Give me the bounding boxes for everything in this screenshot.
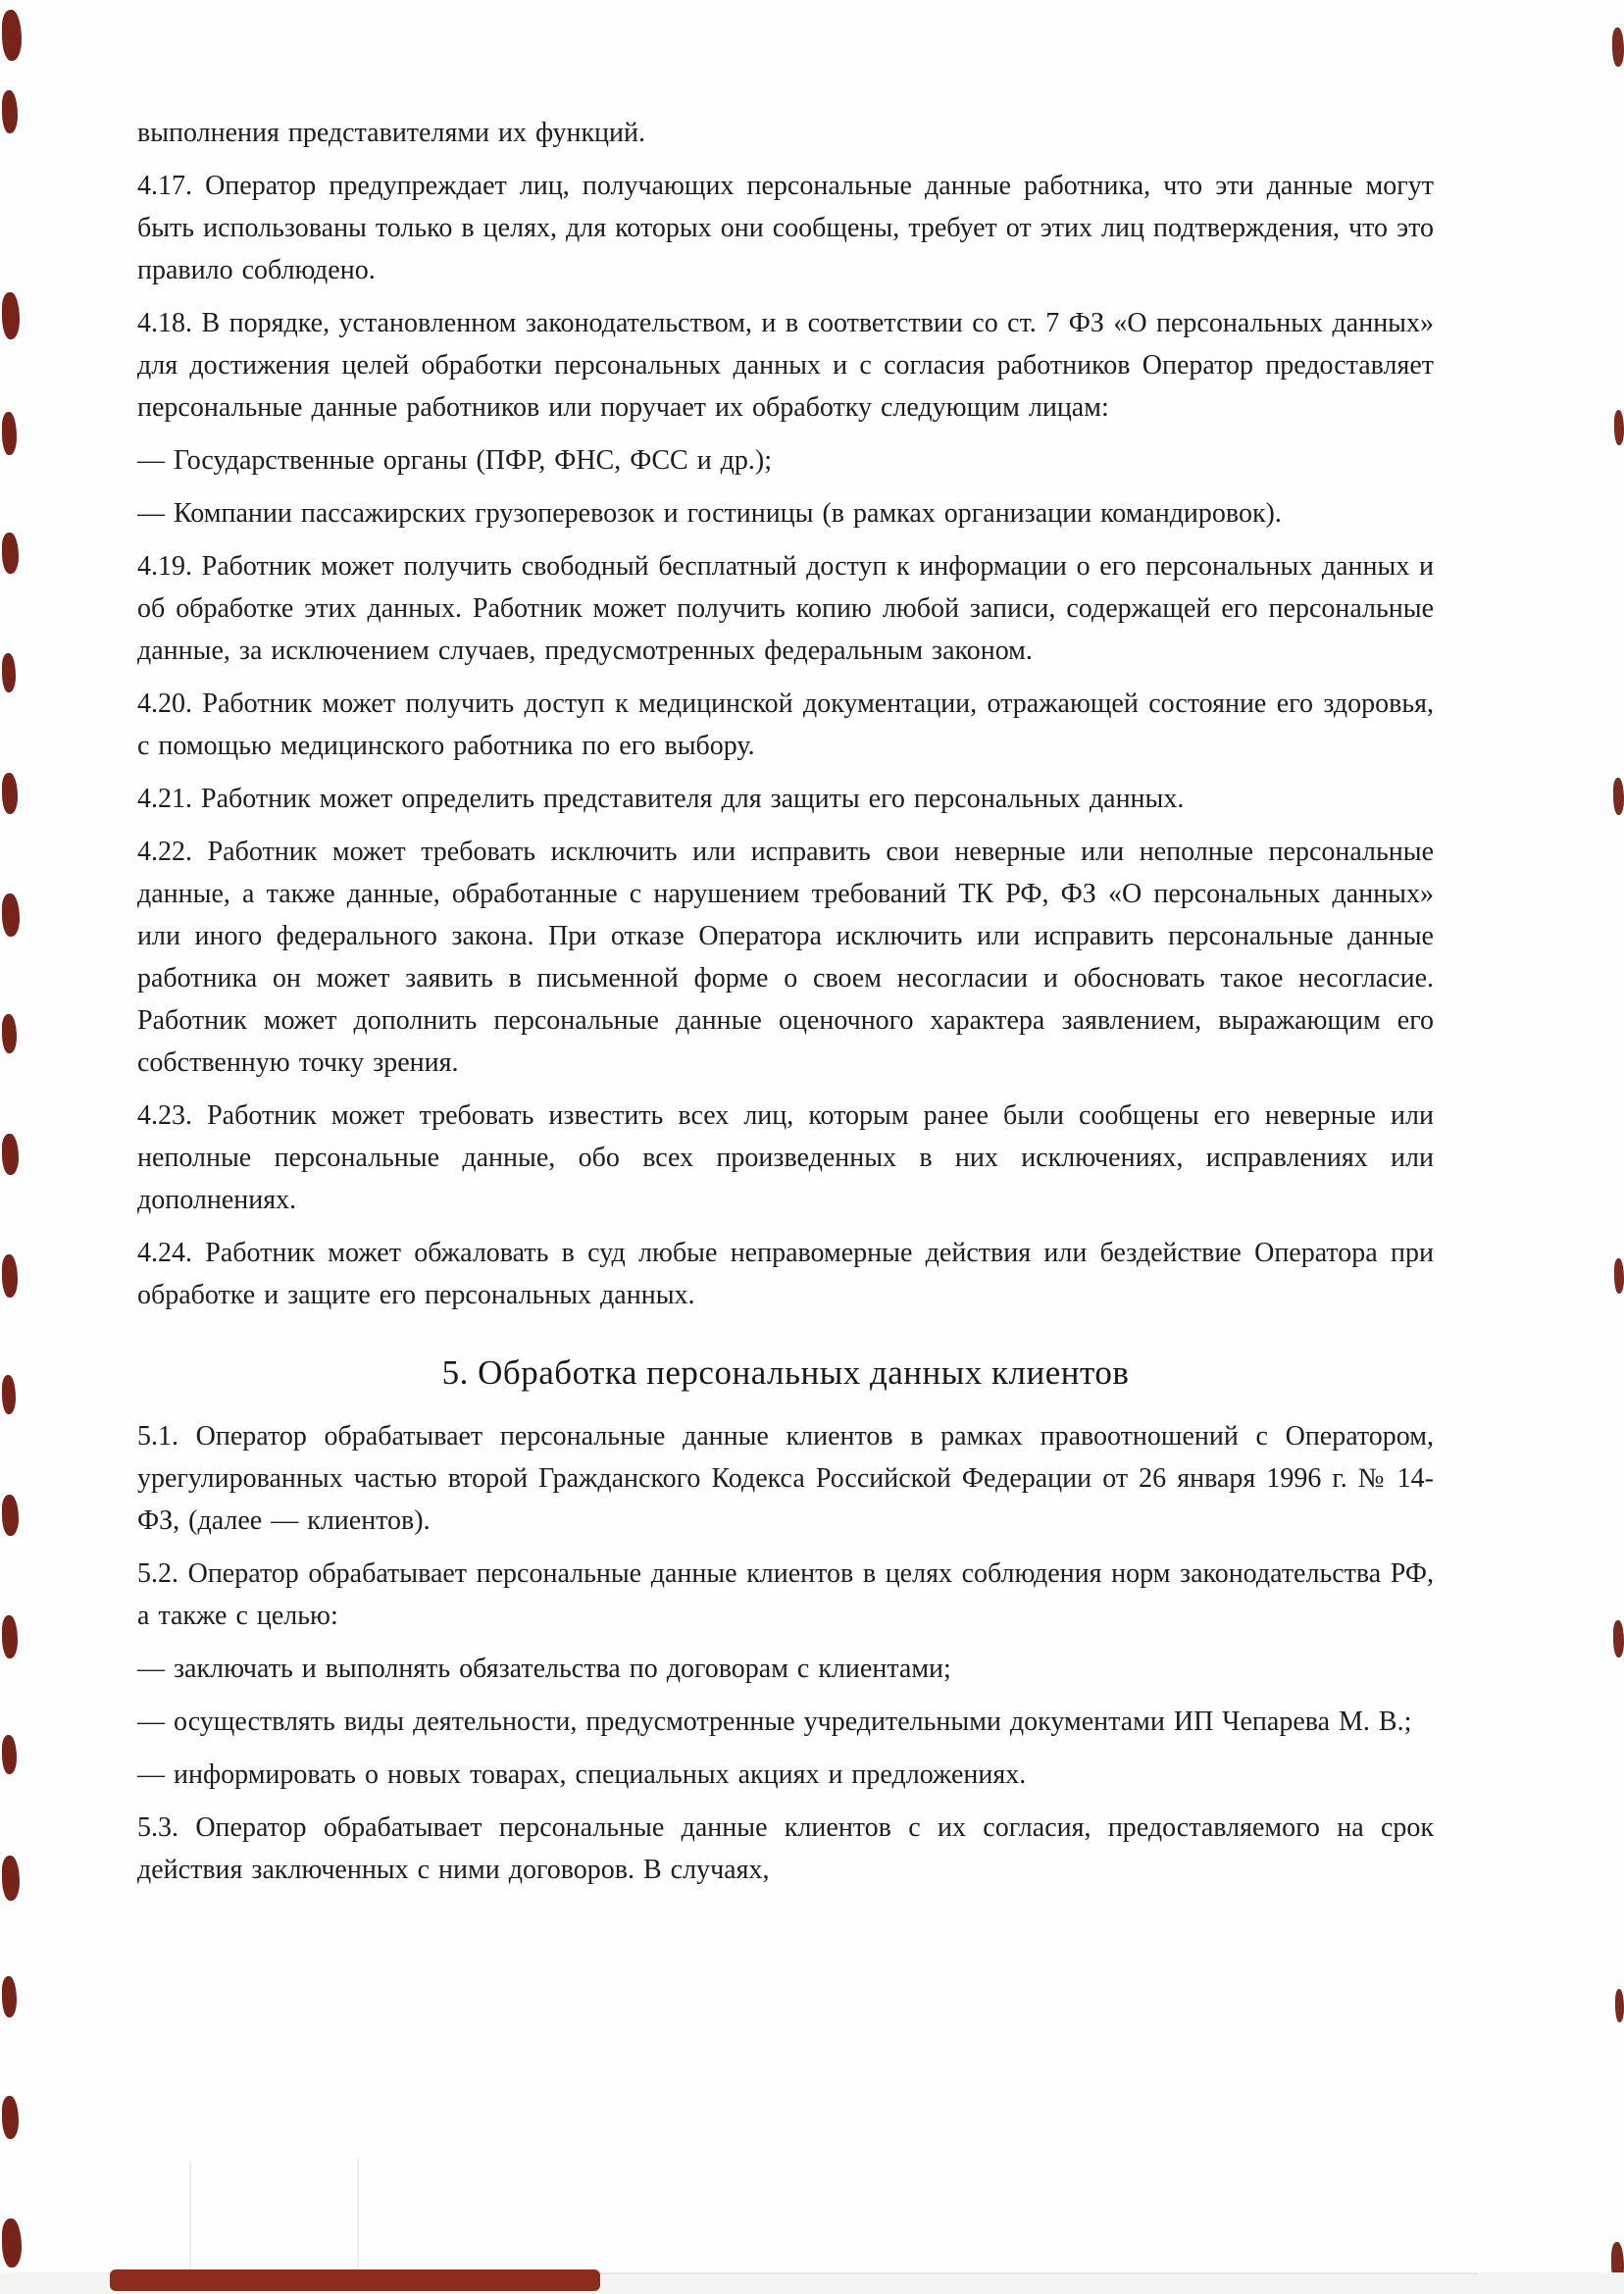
document-content xyxy=(137,0,1434,1902)
paragraph-4-20: 4.20. Работник может получить доступ к медицинской документации, отражающей состояние его здоровья, с помощью медицинского работника по его выбору. xyxy=(137,688,1434,761)
scan-crease xyxy=(189,2163,191,2272)
section-5-heading: 5. Обработка персональных данных клиентов xyxy=(441,1353,1130,1392)
scan-bottom-red-bar xyxy=(110,2269,600,2291)
paragraph-continuation: выполнения представителями их функций. xyxy=(137,118,645,148)
paragraph-4-22: 4.22. Работник может требовать исключить или исправить свои неверные или неполные персональные данные, а также данные, обработанные с нарушением требований ТК РФ, ФЗ «О персональных данных» или иного федерального закона. При отказе Оператора исключить или исправить персональные данные работника он может заявить в письменной форме о своем несогласии и обосновать такое несогласие. Работник может дополнить персональные данные оценочного характера заявлением, выражающим его собственную точку зрения. xyxy=(137,837,1434,1078)
scan-edge-mark xyxy=(2,2218,22,2268)
scan-edge-mark xyxy=(2,90,18,133)
scan-edge-mark xyxy=(1614,1258,1624,1294)
paragraph-4-21: 4.21. Работник может определить представителя для защиты его персональных данных. xyxy=(137,784,1185,814)
scan-edge-mark xyxy=(2,1735,17,1774)
paragraph-4-23: 4.23. Работник может требовать известить всех лиц, которым ранее были сообщены его неверные или неполные персональные данные, обо всех произведенных в них исключениях, исправлениях или дополнениях. xyxy=(137,1100,1434,1215)
paragraph-4-17: 4.17. Оператор предупреждает лиц, получающих персональные данные работника, что эти данные могут быть использованы только в целях, для которых они сообщены, требует от этих лиц подтверждения, что это правило соблюдено. xyxy=(137,171,1434,285)
scan-edge-mark xyxy=(2,1976,17,2017)
paragraph-5-1: 5.1. Оператор обрабатывает персональные данные клиентов в рамках правоотношений с Оператором, урегулированных частью второй Гражданского Кодекса Российской Федерации от 26 января 1996 г. № 14-ФЗ, (далее — клиентов). xyxy=(137,1421,1434,1536)
scan-edge-mark xyxy=(2,653,16,692)
scan-edge-mark xyxy=(2,10,22,61)
scan-edge-mark xyxy=(2,533,19,574)
scan-edge-mark xyxy=(2,1615,18,1658)
scan-edge-mark xyxy=(1613,778,1624,815)
scan-edge-mark xyxy=(2,1495,19,1536)
list-item-state-bodies: — Государственные органы (ПФР, ФНС, ФСС и др.); xyxy=(137,445,773,476)
scan-crease xyxy=(357,2158,359,2272)
scan-edge-mark xyxy=(1613,1620,1624,1657)
scan-edge-mark xyxy=(2,773,18,814)
scan-edge-mark xyxy=(2,1856,20,1901)
scan-edge-mark xyxy=(2,412,17,455)
paragraph-5-2: 5.2. Оператор обрабатывает персональные данные клиентов в целях соблюдения норм законодательства РФ, а также с целью: xyxy=(137,1558,1434,1631)
scan-edge-mark xyxy=(1614,410,1624,445)
scan-edge-mark xyxy=(2,893,20,937)
scan-edge-mark xyxy=(2,1134,19,1175)
paragraph-4-24: 4.24. Работник может обжаловать в суд любые неправомерные действия или бездействие Оператора при обработке и защите его персональных данных. xyxy=(137,1238,1434,1310)
list-item-inform: — информировать о новых товарах, специальных акциях и предложениях. xyxy=(137,1759,1027,1790)
paragraph-5-3: 5.3. Оператор обрабатывает персональные данные клиентов с их согласия, предоставляемого на срок действия заключенных с ними договоров. В случаях, xyxy=(137,1812,1434,1885)
scan-edge-mark xyxy=(2,1375,16,1414)
list-item-contracts: — заключать и выполнять обязательства по договорам с клиентами; xyxy=(137,1654,951,1684)
list-item-activities: — осуществлять виды деятельности, предусмотренные учредительными документами ИП Чепарева М. В.; xyxy=(137,1707,1412,1737)
scan-edge-mark xyxy=(2,2096,19,2139)
paragraph-4-18: 4.18. В порядке, установленном законодательством, и в соответствии со ст. 7 ФЗ «О персональных данных» для достижения целей обработки персональных данных и с согласия работников Оператор предоставляет персональные данные работников или поручает их обработку следующим лицам: xyxy=(137,308,1434,423)
scan-edge-mark xyxy=(2,1254,18,1298)
scan-edge-mark xyxy=(2,1014,17,1053)
scan-edge-mark xyxy=(1615,1989,1624,2022)
scan-edge-mark xyxy=(1612,27,1624,67)
list-item-companies: — Компании пассажирских грузоперевозок и гостиницы (в рамках организации командировок). xyxy=(137,498,1282,529)
scan-edge-mark xyxy=(2,292,20,339)
paragraph-4-19: 4.19. Работник может получить свободный бесплатный доступ к информации о его персональных данных и об обработке этих данных. Работник может получить копию любой записи, содержащей его персональные данные, за исключением случаев, предусмотренных федеральным законом. xyxy=(137,551,1434,666)
